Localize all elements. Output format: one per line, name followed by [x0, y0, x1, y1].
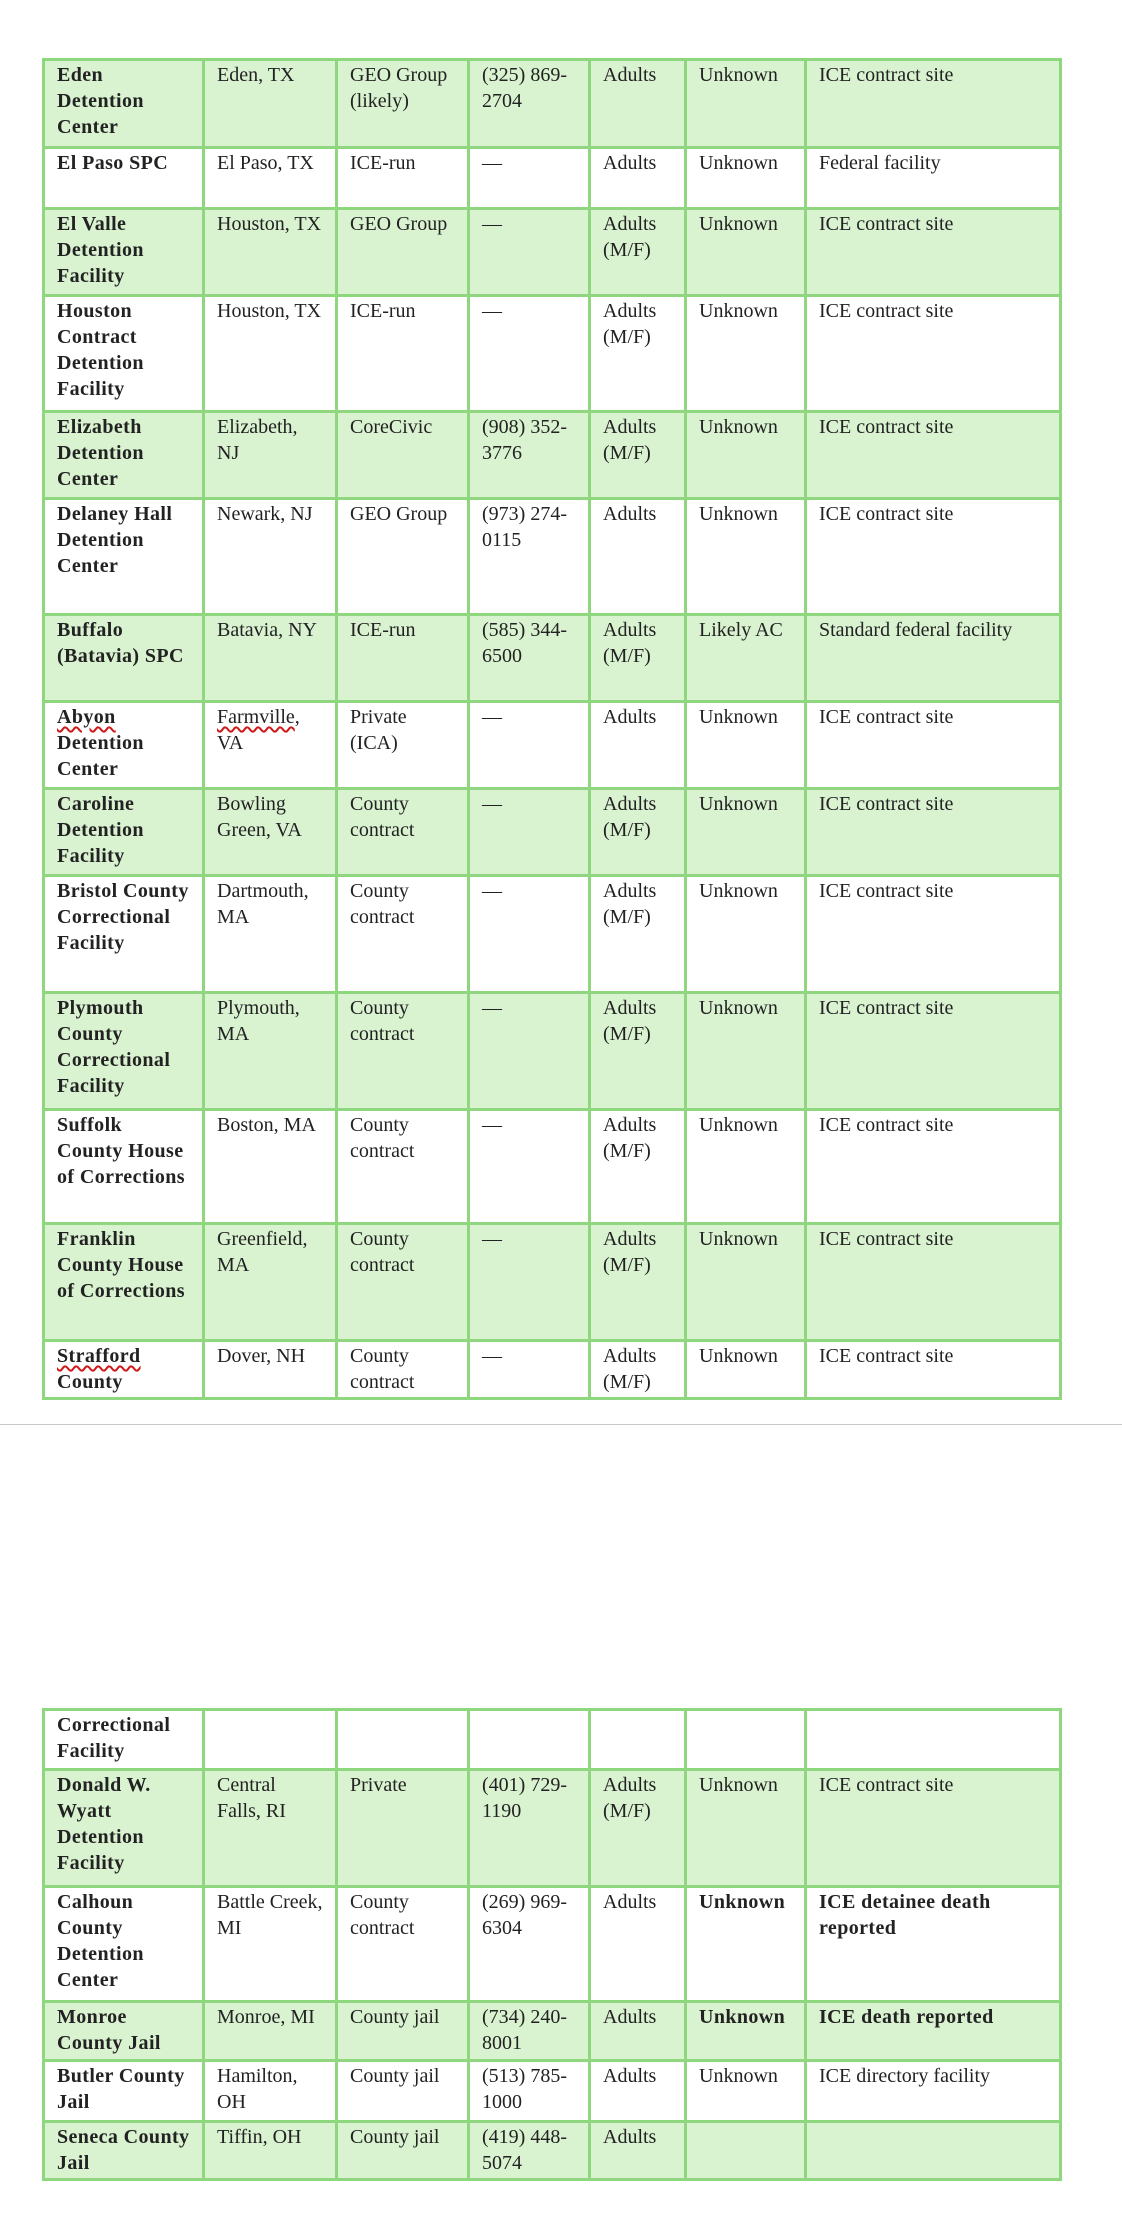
ac-cell: Unknown	[686, 1224, 806, 1341]
facility-name-cell	[44, 702, 204, 789]
population-cell: Adults (M/F)	[590, 1224, 686, 1341]
notes-cell: ICE contract site	[806, 1224, 1061, 1341]
facility-name-cell: Seneca County Jail	[44, 2122, 204, 2180]
notes-cell: ICE contract site	[806, 702, 1061, 789]
table-row	[44, 209, 1061, 296]
location-cell: Tiffin, OH	[204, 2122, 337, 2180]
facility-name-cell: Monroe County Jail	[44, 2002, 204, 2061]
location-cell: Boston, MA	[204, 1110, 337, 1224]
location-cell	[204, 702, 337, 789]
ac-cell: Unknown	[686, 499, 806, 615]
table-row	[44, 1770, 1061, 1887]
location-cell: Bowling Green, VA	[204, 789, 337, 876]
operator-cell: County contract	[337, 1110, 469, 1224]
location-cell: Monroe, MI	[204, 2002, 337, 2061]
facility-name-cell: Calhoun County Detention Center	[44, 1887, 204, 2002]
notes-cell: ICE contract site	[806, 1770, 1061, 1887]
table-row	[44, 1710, 1061, 1770]
notes-cell	[806, 2122, 1061, 2180]
location-cell: Greenfield, MA	[204, 1224, 337, 1341]
facility-name-cell: El Valle Detention Facility	[44, 209, 204, 296]
ac-cell: Likely AC	[686, 615, 806, 702]
phone-cell: (734) 240-8001	[469, 2002, 590, 2061]
phone-cell: (908) 352-3776	[469, 412, 590, 499]
ac-cell: Unknown	[686, 876, 806, 993]
location-cell: Elizabeth, NJ	[204, 412, 337, 499]
location-cell: Houston, TX	[204, 296, 337, 412]
table-row	[44, 1887, 1061, 2002]
notes-cell: ICE contract site	[806, 1341, 1061, 1399]
location-cell: Eden, TX	[204, 60, 337, 148]
spellcheck-flagged-word: Farmville	[217, 706, 295, 728]
table-row	[44, 993, 1061, 1110]
table-row	[44, 702, 1061, 789]
population-cell: Adults (M/F)	[590, 789, 686, 876]
spellcheck-flagged-word: Abyon	[57, 706, 116, 728]
ac-cell: Unknown	[686, 993, 806, 1110]
phone-cell: —	[469, 993, 590, 1110]
ac-cell: Unknown	[686, 702, 806, 789]
ac-cell: Unknown	[686, 209, 806, 296]
phone-cell: —	[469, 148, 590, 209]
table-row	[44, 499, 1061, 615]
operator-cell: County jail	[337, 2122, 469, 2180]
phone-cell: —	[469, 789, 590, 876]
facility-name-cell: Suffolk County House of Corrections	[44, 1110, 204, 1224]
table-row	[44, 615, 1061, 702]
table-row	[44, 1110, 1061, 1224]
notes-cell: ICE contract site	[806, 499, 1061, 615]
operator-cell: GEO Group	[337, 499, 469, 615]
ac-cell: Unknown	[686, 60, 806, 148]
operator-cell: County contract	[337, 993, 469, 1110]
population-cell: Adults	[590, 2061, 686, 2122]
ac-cell: Unknown	[686, 789, 806, 876]
population-cell: Adults (M/F)	[590, 1341, 686, 1399]
table-row	[44, 412, 1061, 499]
notes-cell: ICE detainee death reported	[806, 1887, 1061, 2002]
facility-table-page-1	[42, 58, 1062, 1400]
facility-name-cell: Eden Detention Center	[44, 60, 204, 148]
table-row	[44, 2122, 1061, 2180]
notes-cell: Standard federal facility	[806, 615, 1061, 702]
phone-cell: (401) 729-1190	[469, 1770, 590, 1887]
phone-cell: (585) 344-6500	[469, 615, 590, 702]
operator-cell: County jail	[337, 2002, 469, 2061]
facility-name-rest: County	[57, 1371, 123, 1393]
location-cell: Houston, TX	[204, 209, 337, 296]
phone-cell: (325) 869-2704	[469, 60, 590, 148]
notes-cell: ICE contract site	[806, 1110, 1061, 1224]
facility-name-cell: Franklin County House of Corrections	[44, 1224, 204, 1341]
operator-cell: Private (ICA)	[337, 702, 469, 789]
phone-cell: —	[469, 1110, 590, 1224]
notes-cell: ICE contract site	[806, 876, 1061, 993]
notes-cell: Federal facility	[806, 148, 1061, 209]
notes-cell: ICE contract site	[806, 993, 1061, 1110]
population-cell: Adults (M/F)	[590, 1110, 686, 1224]
notes-cell: ICE death reported	[806, 2002, 1061, 2061]
ac-cell	[686, 2122, 806, 2180]
operator-cell: Private	[337, 1770, 469, 1887]
table-row	[44, 1224, 1061, 1341]
phone-cell: (513) 785-1000	[469, 2061, 590, 2122]
operator-cell: ICE-run	[337, 296, 469, 412]
notes-cell: ICE contract site	[806, 296, 1061, 412]
population-cell: Adults (M/F)	[590, 876, 686, 993]
location-cell: El Paso, TX	[204, 148, 337, 209]
notes-cell: ICE contract site	[806, 789, 1061, 876]
facility-name-cell: Houston Contract Detention Facility	[44, 296, 204, 412]
ac-cell: Unknown	[686, 1887, 806, 2002]
ac-cell: Unknown	[686, 2061, 806, 2122]
facility-name-cell: El Paso SPC	[44, 148, 204, 209]
population-cell: Adults (M/F)	[590, 615, 686, 702]
table-row	[44, 60, 1061, 148]
operator-cell: County contract	[337, 1341, 469, 1399]
facility-name-cell: Plymouth County Correctional Facility	[44, 993, 204, 1110]
operator-cell: ICE-run	[337, 148, 469, 209]
table-row	[44, 2002, 1061, 2061]
ac-cell	[686, 1710, 806, 1770]
phone-cell: (269) 969-6304	[469, 1887, 590, 2002]
population-cell: Adults	[590, 2002, 686, 2061]
spellcheck-flagged-word: Strafford	[57, 1345, 141, 1367]
table-row	[44, 148, 1061, 209]
facility-name-cell	[44, 1341, 204, 1399]
operator-cell	[337, 1710, 469, 1770]
operator-cell: GEO Group	[337, 209, 469, 296]
population-cell: Adults	[590, 148, 686, 209]
table-row	[44, 2061, 1061, 2122]
facility-name-cell: Buffalo (Batavia) SPC	[44, 615, 204, 702]
facility-table-page-2	[42, 1708, 1062, 2181]
location-cell: Dover, NH	[204, 1341, 337, 1399]
facility-name-cell: Bristol County Correctional Facility	[44, 876, 204, 993]
location-cell: Plymouth, MA	[204, 993, 337, 1110]
population-cell: Adults	[590, 702, 686, 789]
operator-cell: County contract	[337, 1887, 469, 2002]
ac-cell: Unknown	[686, 148, 806, 209]
location-cell: Dartmouth, MA	[204, 876, 337, 993]
phone-cell: —	[469, 296, 590, 412]
operator-cell: County contract	[337, 1224, 469, 1341]
phone-cell: (973) 274-0115	[469, 499, 590, 615]
facility-name-cell: Caroline Detention Facility	[44, 789, 204, 876]
phone-cell: —	[469, 702, 590, 789]
population-cell: Adults	[590, 499, 686, 615]
facility-name-cell: Donald W. Wyatt Detention Facility	[44, 1770, 204, 1887]
ac-cell: Unknown	[686, 1110, 806, 1224]
phone-cell: —	[469, 1341, 590, 1399]
operator-cell: County contract	[337, 789, 469, 876]
facility-name-rest: Detention Center	[57, 732, 144, 780]
facility-name-cell: Delaney Hall Detention Center	[44, 499, 204, 615]
population-cell: Adults (M/F)	[590, 296, 686, 412]
location-cell: Batavia, NY	[204, 615, 337, 702]
facility-name-cell: Correctional Facility	[44, 1710, 204, 1770]
population-cell: Adults (M/F)	[590, 209, 686, 296]
phone-cell: —	[469, 876, 590, 993]
table-row	[44, 789, 1061, 876]
operator-cell: ICE-run	[337, 615, 469, 702]
table-row	[44, 876, 1061, 993]
ac-cell: Unknown	[686, 412, 806, 499]
location-cell: Battle Creek, MI	[204, 1887, 337, 2002]
population-cell: Adults (M/F)	[590, 412, 686, 499]
ac-cell: Unknown	[686, 2002, 806, 2061]
population-cell: Adults (M/F)	[590, 1770, 686, 1887]
ac-cell: Unknown	[686, 1341, 806, 1399]
notes-cell: ICE contract site	[806, 209, 1061, 296]
phone-cell: (419) 448-5074	[469, 2122, 590, 2180]
ac-cell: Unknown	[686, 1770, 806, 1887]
location-cell: Newark, NJ	[204, 499, 337, 615]
ac-cell: Unknown	[686, 296, 806, 412]
operator-cell: County jail	[337, 2061, 469, 2122]
phone-cell: —	[469, 209, 590, 296]
notes-cell: ICE contract site	[806, 412, 1061, 499]
location-cell: Hamilton, OH	[204, 2061, 337, 2122]
document-page-2	[0, 1425, 1122, 2229]
location-rest: , VA	[217, 706, 300, 754]
location-cell	[204, 1710, 337, 1770]
table-row	[44, 1341, 1061, 1399]
facility-name-cell: Elizabeth Detention Center	[44, 412, 204, 499]
notes-cell	[806, 1710, 1061, 1770]
operator-cell: County contract	[337, 876, 469, 993]
operator-cell: GEO Group (likely)	[337, 60, 469, 148]
notes-cell: ICE directory facility	[806, 2061, 1061, 2122]
notes-cell: ICE contract site	[806, 60, 1061, 148]
population-cell: Adults	[590, 60, 686, 148]
location-cell: Central Falls, RI	[204, 1770, 337, 1887]
population-cell: Adults	[590, 1887, 686, 2002]
table-row	[44, 296, 1061, 412]
operator-cell: CoreCivic	[337, 412, 469, 499]
phone-cell: —	[469, 1224, 590, 1341]
population-cell	[590, 1710, 686, 1770]
phone-cell	[469, 1710, 590, 1770]
facility-name-cell: Butler County Jail	[44, 2061, 204, 2122]
population-cell: Adults	[590, 2122, 686, 2180]
population-cell: Adults (M/F)	[590, 993, 686, 1110]
